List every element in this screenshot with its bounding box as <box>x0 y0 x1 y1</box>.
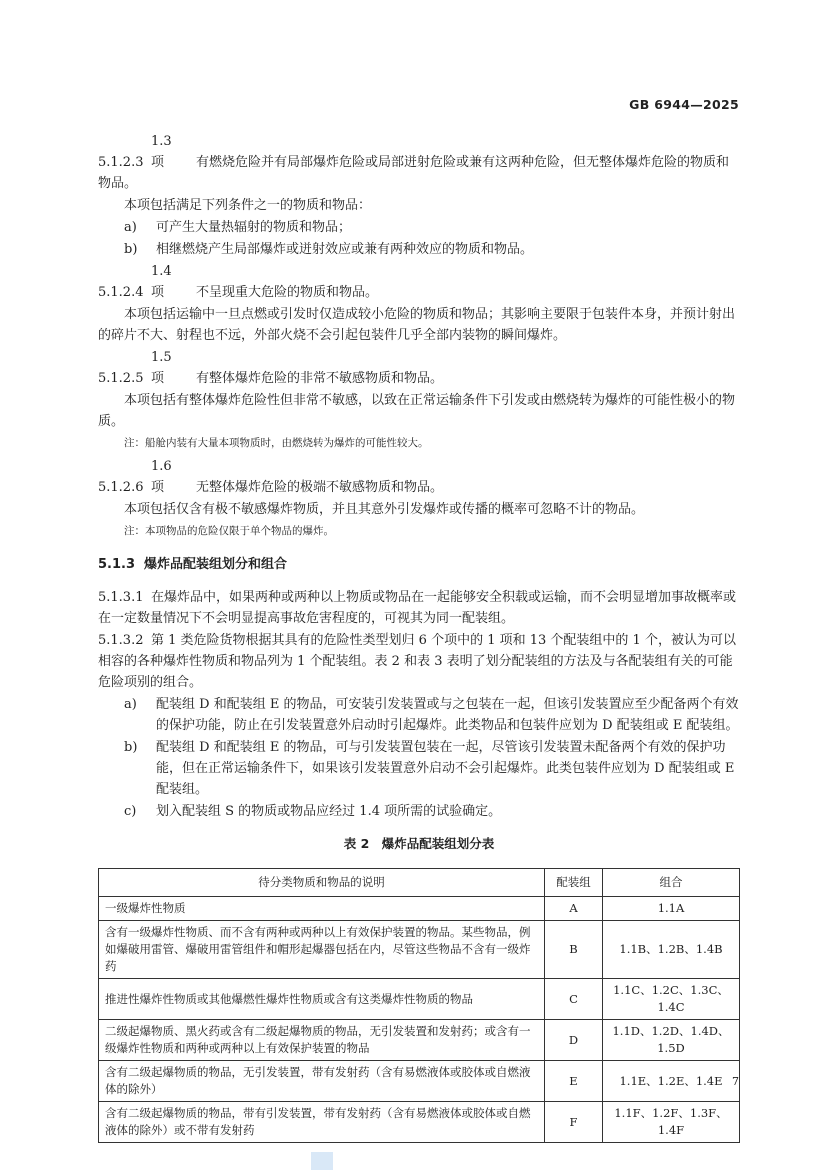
list-text: 可产生大量热辐射的物质和物品； <box>156 220 352 235</box>
cell-group: F <box>545 1102 603 1143</box>
table-row <box>99 979 740 1020</box>
clause-5-1-3-1 <box>98 587 740 629</box>
clause-5-1-2-6 <box>98 456 740 498</box>
compatibility-group-table <box>98 868 740 1143</box>
clause-number: 5.1.3.2 <box>98 633 144 648</box>
list-marker: c) <box>124 804 137 819</box>
list-item <box>98 694 740 736</box>
table-row <box>99 1061 740 1102</box>
clause-number: 5.1.2.4 <box>98 285 144 300</box>
division-label: 1.3 项 <box>151 134 172 170</box>
cell-group: A <box>545 897 603 921</box>
list-text: 配装组 D 和配装组 E 的物品，可与引发装置包装在一起，尽管该引发装置未配备两个有效的保护功能，但在正常运输条件下，如果该引发装置意外启动不会引起爆炸。此类包装件应划为 D 配装组或 E 配装组。 <box>156 740 735 797</box>
list-text: 划入配装组 S 的物质或物品应经过 1.4 项所需的试验确定。 <box>156 804 502 819</box>
cell-combination: 1.1C、1.2C、1.3C、1.4C <box>603 979 740 1020</box>
list-item <box>98 239 740 260</box>
list-item <box>98 737 740 800</box>
cell-combination: 1.1F、1.2F、1.3F、1.4F <box>603 1102 740 1143</box>
list-text: 相继燃烧产生局部爆炸或迸射效应或兼有两种效应的物质和物品。 <box>156 242 534 257</box>
paragraph: 本项包括仅含有极不敏感爆炸物质，并且其意外引发爆炸或传播的概率可忽略不计的物品。 <box>124 502 645 517</box>
table-caption: 表 2 爆炸品配装组划分表 <box>343 836 495 851</box>
division-label: 1.4 项 <box>151 264 172 300</box>
header-group: 配装组 <box>545 869 603 897</box>
clause-text: 在爆炸品中，如果两种或两种以上物质或物品在一起能够安全积载或运输，而不会明显增加事故概率或在一定数量情况下不会明显提高事故危害程度的，可视其为同一配装组。 <box>98 590 737 626</box>
list-marker: a) <box>124 220 137 235</box>
clause-5-1-3-2 <box>98 630 740 693</box>
standard-code: GB 6944—2025 <box>629 97 739 112</box>
cell-group: D <box>545 1020 603 1061</box>
cell-group: E <box>545 1061 603 1102</box>
section-title: 爆炸品配装组划分和组合 <box>144 557 288 572</box>
watermark-tab <box>311 1152 333 1170</box>
list-marker: b) <box>124 242 138 257</box>
list-marker: b) <box>124 740 138 755</box>
table-row <box>99 1020 740 1061</box>
header-combination: 组合 <box>603 869 740 897</box>
clause-text: 有整体爆炸危险的非常不敏感物质和物品。 <box>196 371 444 386</box>
clause-text: 无整体爆炸危险的极端不敏感物质和物品。 <box>196 480 444 495</box>
cell-group: C <box>545 979 603 1020</box>
list-item <box>98 217 740 238</box>
clause-text: 有燃烧危险并有局部爆炸危险或局部迸射危险或兼有这两种危险，但无整体爆炸危险的物质和物品。 <box>98 155 730 191</box>
clause-text: 不呈现重大危险的物质和物品。 <box>196 285 379 300</box>
header-description: 待分类物质和物品的说明 <box>99 869 545 897</box>
clause-5-1-2-5 <box>98 347 740 389</box>
page-body <box>98 131 740 1143</box>
cell-combination: 1.1E、1.2E、1.4E <box>603 1061 740 1102</box>
section-heading <box>98 554 740 575</box>
cell-description: 含有二级起爆物质的物品，无引发装置，带有发射药（含有易燃液体或胶体或自燃液体的除外） <box>99 1061 545 1102</box>
page-number: 7 <box>732 1075 739 1088</box>
cell-description: 含有二级起爆物质的物品，带有引发装置，带有发射药（含有易燃液体或胶体或自燃液体的除外）或不带有发射药 <box>99 1102 545 1143</box>
cell-description: 二级起爆物质、黑火药或含有二级起爆物质的物品，无引发装置和发射药；或含有一级爆炸性物质和两种或两种以上有效保护装置的物品 <box>99 1020 545 1061</box>
note: 注：船舱内装有大量本项物质时，由燃烧转为爆炸的可能性较大。 <box>124 437 429 449</box>
cell-description: 含有一级爆炸性物质、而不含有两种或两种以上有效保护装置的物品。某些物品，例如爆破用雷管、爆破用雷管组件和帽形起爆器包括在内，尽管这些物品不含有一级炸药 <box>99 921 545 979</box>
clause-5-1-2-3 <box>98 131 740 194</box>
cell-combination: 1.1A <box>603 897 740 921</box>
section-number: 5.1.3 <box>98 557 136 572</box>
clause-number: 5.1.2.5 <box>98 371 144 386</box>
cell-group: B <box>545 921 603 979</box>
clause-number: 5.1.2.3 <box>98 155 144 170</box>
cell-description: 推进性爆炸性物质或其他爆燃性爆炸性物质或含有这类爆炸性物质的物品 <box>99 979 545 1020</box>
cell-combination: 1.1B、1.2B、1.4B <box>603 921 740 979</box>
division-label: 1.6 项 <box>151 459 172 495</box>
paragraph: 本项包括运输中一旦点燃或引发时仅造成较小危险的物质和物品；其影响主要限于包装件本身，并预计射出的碎片不大、射程也不远，外部火烧不会引起包装件几乎全部内装物的瞬间爆炸。 <box>98 307 736 343</box>
clause-text: 第 1 类危险货物根据其具有的危险性类型划归 6 个项中的 1 项和 13 个配装组中的 1 个，被认为可以相容的各种爆炸性物质和物品列为 1 个配装组。表 2 和表 3 表明了划分配装组的方法及与各配装组有关的可能危险项别的组合。 <box>98 633 736 690</box>
division-label: 1.5 项 <box>151 350 172 386</box>
table-row <box>99 897 740 921</box>
clause-number: 5.1.3.1 <box>98 590 144 605</box>
list-item <box>98 801 740 822</box>
cell-combination: 1.1D、1.2D、1.4D、1.5D <box>603 1020 740 1061</box>
table-row <box>99 921 740 979</box>
table-header-row <box>99 869 740 897</box>
list-marker: a) <box>124 697 137 712</box>
paragraph: 本项包括有整体爆炸危险性但非常不敏感，以致在正常运输条件下引发或由燃烧转为爆炸的可能性极小的物质。 <box>98 393 736 429</box>
list-text: 配装组 D 和配装组 E 的物品，可安装引发装置或与之包装在一起，但该引发装置应至少配备两个有效的保护功能，防止在引发装置意外启动时引起爆炸。此类物品和包装件应划为 D 配装组或 E 配装组。 <box>156 697 739 733</box>
paragraph: 本项包括满足下列条件之一的物质和物品： <box>124 198 372 213</box>
cell-description: 一级爆炸性物质 <box>99 897 545 921</box>
table-row <box>99 1102 740 1143</box>
note: 注：本项物品的危险仅限于单个物品的爆炸。 <box>124 525 334 537</box>
clause-5-1-2-4 <box>98 261 740 303</box>
clause-number: 5.1.2.6 <box>98 480 144 495</box>
